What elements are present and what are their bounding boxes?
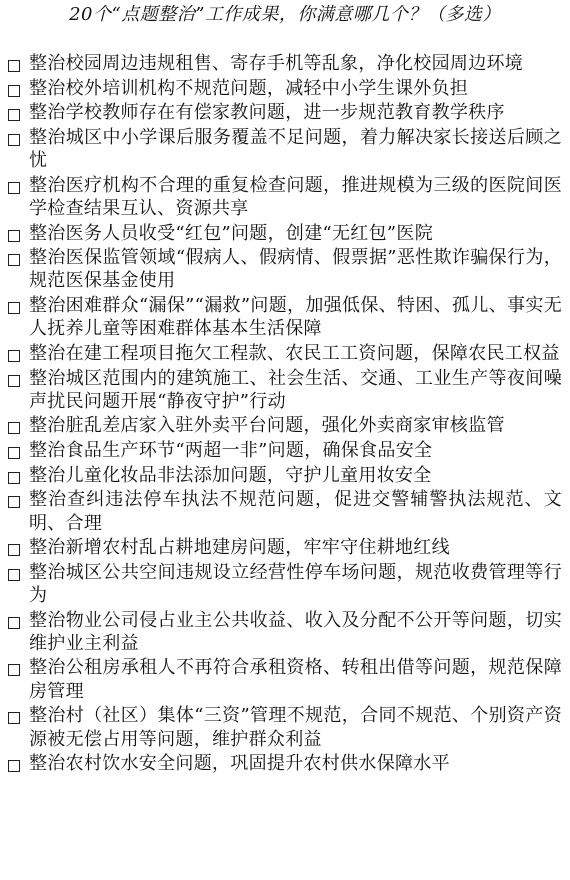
checkbox[interactable] bbox=[8, 422, 20, 434]
option-item-16[interactable] bbox=[6, 561, 562, 608]
option-label: 整治城区中小学课后服务覆盖不足问题，着力解决家长接送后顾之忧 bbox=[29, 126, 562, 172]
checkbox[interactable] bbox=[8, 760, 20, 772]
option-label: 整治公租房承租人不再符合承租资格、转租出借等问题，规范保障房管理 bbox=[29, 657, 562, 702]
option-label: 整治医务人员收受“红包”问题，创建“无红包”医院 bbox=[29, 222, 434, 244]
checkbox[interactable] bbox=[8, 617, 20, 629]
option-item-7[interactable] bbox=[6, 246, 562, 293]
option-label: 整治儿童化妆品非法添加问题，守护儿童用妆安全 bbox=[29, 464, 432, 486]
option-item-2[interactable] bbox=[6, 77, 562, 100]
option-item-3[interactable] bbox=[6, 101, 562, 124]
option-label: 整治查纠违法停车执法不规范问题，促进交警辅警执法规范、文明、合理 bbox=[29, 489, 562, 534]
option-item-18[interactable] bbox=[6, 656, 562, 703]
checkbox[interactable] bbox=[8, 375, 20, 387]
option-label: 整治医疗机构不合理的重复检查问题，推进规模为三级的医院间医学检查结果互认、资源共享 bbox=[29, 174, 562, 219]
option-item-5[interactable] bbox=[6, 174, 562, 221]
option-item-15[interactable] bbox=[6, 536, 562, 559]
checkbox[interactable] bbox=[8, 182, 20, 194]
option-label: 整治脏乱差店家入驻外卖平台问题，强化外卖商家审核监管 bbox=[29, 415, 505, 437]
checkbox[interactable] bbox=[8, 85, 20, 97]
checkbox[interactable] bbox=[8, 302, 20, 314]
checkbox[interactable] bbox=[8, 712, 20, 724]
options-list bbox=[6, 52, 562, 777]
option-label: 整治校园周边违规租售、寄存手机等乱象，净化校园周边环境 bbox=[29, 53, 524, 74]
option-label: 整治在建工程项目拖欠工程款、农民工工资问题，保障农民工权益 bbox=[29, 342, 560, 364]
checkbox[interactable] bbox=[8, 544, 20, 556]
option-item-1[interactable] bbox=[6, 52, 562, 75]
option-item-4[interactable] bbox=[6, 126, 562, 173]
survey-question-title: 20个“点题整治”工作成果，你满意哪几个？（多选） bbox=[69, 4, 501, 25]
option-item-11[interactable] bbox=[6, 414, 562, 437]
option-item-9[interactable] bbox=[6, 342, 562, 365]
option-label: 整治校外培训机构不规范问题，减轻中小学生课外负担 bbox=[29, 77, 469, 99]
option-item-12[interactable] bbox=[6, 439, 562, 462]
option-item-8[interactable] bbox=[6, 294, 562, 341]
option-label: 整治食品生产环节“两超一非”问题，确保食品安全 bbox=[29, 440, 433, 462]
option-label: 整治城区范围内的建筑施工、社会生活、交通、工业生产等夜间噪声扰民问题开展“静夜守护”行动 bbox=[29, 367, 562, 412]
option-item-14[interactable] bbox=[6, 488, 562, 535]
option-item-6[interactable] bbox=[6, 222, 562, 245]
checkbox[interactable] bbox=[8, 60, 20, 72]
checkbox[interactable] bbox=[8, 350, 20, 362]
option-label: 整治困难群众“漏保”“漏救”问题，加强低保、特困、孤儿、事实无人抚养儿童等困难群体基本生活保障 bbox=[29, 295, 562, 340]
option-item-20[interactable] bbox=[6, 752, 562, 775]
option-item-17[interactable] bbox=[6, 609, 562, 656]
checkbox[interactable] bbox=[8, 664, 20, 676]
checkbox[interactable] bbox=[8, 254, 20, 266]
option-label: 整治农村饮水安全问题，巩固提升农村供水保障水平 bbox=[29, 753, 450, 775]
checkbox[interactable] bbox=[8, 472, 20, 484]
option-item-10[interactable] bbox=[6, 367, 562, 414]
option-label: 整治新增农村乱占耕地建房问题，牢牢守住耕地红线 bbox=[29, 537, 450, 559]
checkbox[interactable] bbox=[8, 496, 20, 508]
option-label: 整治医保监管领域“假病人、假病情、假票据”恶性欺诈骗保行为，规范医保基金使用 bbox=[29, 247, 562, 292]
option-label: 整治村（社区）集体“三资”管理不规范，合同不规范、个别资产资源被无偿占用等问题，维护群众利益 bbox=[29, 705, 562, 750]
checkbox[interactable] bbox=[8, 569, 20, 581]
option-label: 整治物业公司侵占业主公共收益、收入及分配不公开等问题，切实维护业主利益 bbox=[29, 609, 562, 654]
checkbox[interactable] bbox=[8, 134, 20, 146]
option-label: 整治学校教师存在有偿家教问题，进一步规范教育教学秩序 bbox=[29, 102, 505, 124]
option-label: 整治城区公共空间违规设立经营性停车场问题，规范收费管理等行为 bbox=[29, 561, 562, 606]
option-item-19[interactable] bbox=[6, 704, 562, 751]
option-item-13[interactable] bbox=[6, 464, 562, 487]
checkbox[interactable] bbox=[8, 447, 20, 459]
checkbox[interactable] bbox=[8, 230, 20, 242]
checkbox[interactable] bbox=[8, 109, 20, 121]
